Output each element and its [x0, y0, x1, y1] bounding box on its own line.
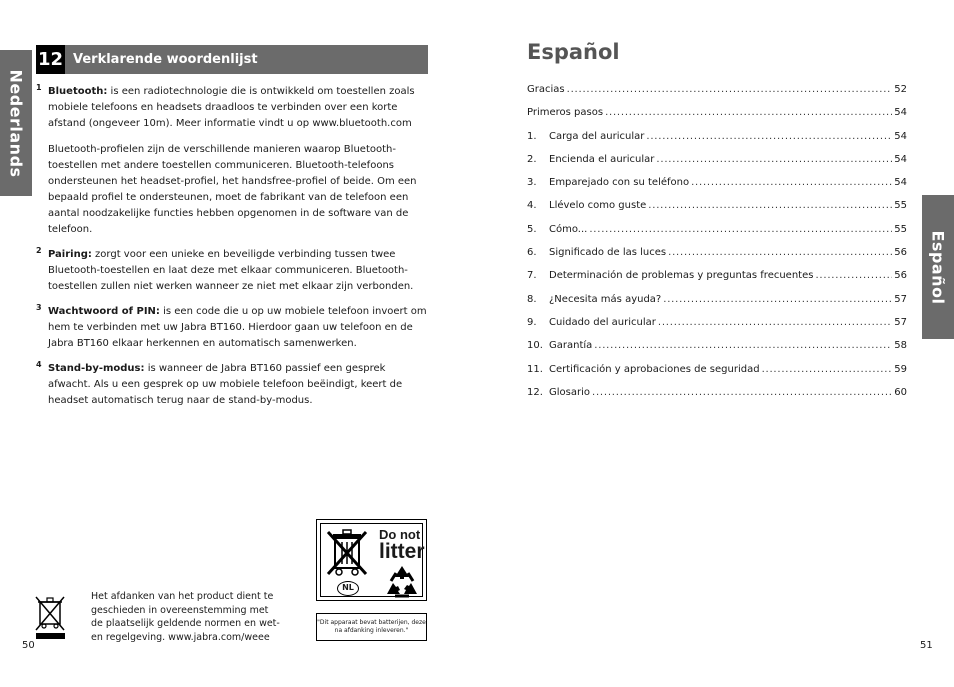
- toc-page: 55: [894, 223, 907, 235]
- toc-label: Encienda el auricular: [549, 153, 655, 165]
- glossary-term: Stand-by-modus:: [48, 363, 145, 374]
- crossed-bin-icon: [325, 528, 371, 582]
- toc-leader: [663, 294, 892, 305]
- toc-leader: [656, 154, 892, 165]
- toc-label: Cómo...: [549, 223, 588, 235]
- toc-label: Significado de las luces: [549, 247, 667, 259]
- toc-number: 4.: [527, 200, 537, 212]
- nl-badge: NL: [337, 581, 359, 596]
- glossary: [36, 84, 428, 418]
- toc-leader: [646, 131, 892, 142]
- toc-leader: [594, 340, 892, 351]
- toc-row[interactable]: [527, 317, 907, 340]
- toc-number: 2.: [527, 153, 537, 165]
- toc-leader: [691, 177, 892, 188]
- glossary-item: [36, 84, 428, 238]
- page-number-right: 51: [920, 640, 933, 651]
- toc-page: 52: [894, 84, 907, 95]
- glossary-term: Bluetooth:: [48, 86, 108, 97]
- toc-label: Llévelo como guste: [549, 200, 647, 212]
- toc-page: 57: [894, 293, 907, 305]
- side-tab-nederlands: [0, 50, 32, 196]
- toc-leader: [589, 224, 892, 235]
- side-tab-espanol: [922, 195, 954, 339]
- toc-number: 11.: [527, 363, 543, 375]
- toc-leader: [668, 247, 892, 258]
- toc-leader: [815, 270, 892, 281]
- toc-page: 54: [894, 153, 907, 165]
- toc-row[interactable]: [527, 364, 907, 387]
- toc-row[interactable]: [527, 270, 907, 293]
- glossary-definition: is een code die u op uw mobiele telefoon invoert om hem te verbinden met uw Jabra BT160. Hierdoor gaan uw telefoon en de Jabra BT160 elkaar herkennen en automatisch samenwerken.: [48, 306, 427, 349]
- toc-page: 57: [894, 316, 907, 328]
- glossary-term: Pairing:: [48, 249, 92, 260]
- side-tab-label: Nederlands: [6, 68, 26, 178]
- glossary-number: 1: [36, 83, 42, 92]
- toc-leader: [605, 107, 892, 118]
- toc-page: 54: [894, 107, 907, 119]
- toc-label: Certificación y aprobaciones de seguridad: [549, 363, 760, 375]
- toc-label: Emparejado con su teléfono: [549, 177, 690, 189]
- table-of-contents: [527, 84, 907, 410]
- toc-label: Glosario: [549, 386, 590, 398]
- toc-label: Determinación de problemas y preguntas frecuentes: [549, 270, 814, 282]
- toc-row[interactable]: [527, 340, 907, 363]
- toc-row[interactable]: [527, 224, 907, 247]
- toc-label: Cuidado del auricular: [549, 316, 656, 328]
- recycle-icon: [383, 564, 421, 598]
- toc-row[interactable]: [527, 107, 907, 130]
- glossary-number: 2: [36, 246, 42, 255]
- toc-page: 56: [894, 270, 907, 282]
- glossary-term: Wachtwoord of PIN:: [48, 306, 160, 317]
- toc-page: 59: [894, 363, 907, 375]
- toc-label: Carga del auricular: [549, 130, 645, 142]
- toc-label: ¿Necesita más ayuda?: [549, 293, 662, 305]
- glossary-definition: is wanneer de Jabra BT160 passief een gesprek afwacht. Als u een gesprek op uw mobiele telefoon beëindigt, keert de headset automatisch terug naar de stand-by-modus.: [48, 363, 403, 406]
- toc-label: Gracias: [527, 84, 565, 95]
- page-number-left: 50: [22, 640, 35, 651]
- toc-number: 12.: [527, 386, 543, 398]
- toc-number: 7.: [527, 270, 537, 282]
- do-not-litter-logo: [316, 519, 427, 601]
- toc-page: 54: [894, 177, 907, 189]
- glossary-item: [36, 361, 428, 409]
- toc-row[interactable]: [527, 247, 907, 270]
- toc-page: 58: [894, 340, 907, 352]
- toc-row[interactable]: [527, 200, 907, 223]
- toc-label: Garantía: [549, 340, 593, 352]
- glossary-extra: Bluetooth-profielen zijn de verschillende manieren waarop Bluetooth-toestellen met andere toestellen communiceren. Bluetooth-telefoons ondersteunen het headset-profiel, het handsfree-profiel of beide. Om een bepaald profiel te ondersteunen, moet de fabrikant van de telefoon een aantal noodzakelijke functies hebben opgenomen in de software van de telefoon.: [48, 144, 417, 235]
- toc-leader: [658, 317, 892, 328]
- toc-row[interactable]: [527, 154, 907, 177]
- toc-number: 3.: [527, 177, 537, 189]
- section-title: Verklarende woordenlijst: [73, 52, 258, 67]
- toc-number: 6.: [527, 247, 537, 259]
- toc-number: 5.: [527, 223, 537, 235]
- toc-row[interactable]: [527, 131, 907, 154]
- glossary-number: 3: [36, 303, 42, 312]
- weee-notice: Het afdanken van het product dient te geschieden in overeenstemming met de plaatselijk geldende normen en wet- en regelgeving. www.jabra.com/weee: [91, 591, 280, 643]
- page-title: Español: [527, 40, 620, 64]
- glossary-definition: zorgt voor een unieke en beveiligde verbinding tussen twee Bluetooth-toestellen en laat deze met elkaar communiceren. Bluetooth-toestellen zullen niet werken wanneer ze niet met elkaar zijn verbonden.: [48, 249, 414, 292]
- glossary-number: 4: [36, 360, 42, 369]
- toc-page: 55: [894, 200, 907, 212]
- toc-page: 56: [894, 247, 907, 259]
- toc-row[interactable]: [527, 387, 907, 410]
- section-header: [36, 45, 428, 74]
- toc-leader: [762, 364, 893, 375]
- toc-row[interactable]: [527, 84, 907, 107]
- battery-note: "Dit apparaat bevat batterijen, deze na afdanking inleveren.": [316, 613, 427, 641]
- toc-number: 9.: [527, 316, 537, 328]
- toc-label: Primeros pasos: [527, 107, 604, 119]
- toc-row[interactable]: [527, 177, 907, 200]
- glossary-item: [36, 304, 428, 352]
- toc-number: 8.: [527, 293, 537, 305]
- toc-page: 60: [894, 386, 907, 398]
- do-not-litter-text: Do not litter: [379, 527, 425, 563]
- toc-page: 54: [894, 130, 907, 142]
- toc-leader: [648, 200, 892, 211]
- section-number: 12: [36, 45, 65, 74]
- glossary-definition: is een radiotechnologie die is ontwikkeld om toestellen zoals mobiele telefoons en headsets draadloos te verbinden over een korte afstand (ongeveer 10m). Meer informatie vindt u op www.bluetooth.com: [48, 86, 415, 129]
- weee-bin-icon: [34, 594, 68, 640]
- glossary-item: [36, 247, 428, 295]
- side-tab-label: Español: [928, 229, 948, 305]
- toc-row[interactable]: [527, 294, 907, 317]
- toc-number: 10.: [527, 340, 543, 352]
- toc-number: 1.: [527, 130, 537, 142]
- toc-leader: [592, 387, 892, 398]
- toc-leader: [567, 84, 893, 95]
